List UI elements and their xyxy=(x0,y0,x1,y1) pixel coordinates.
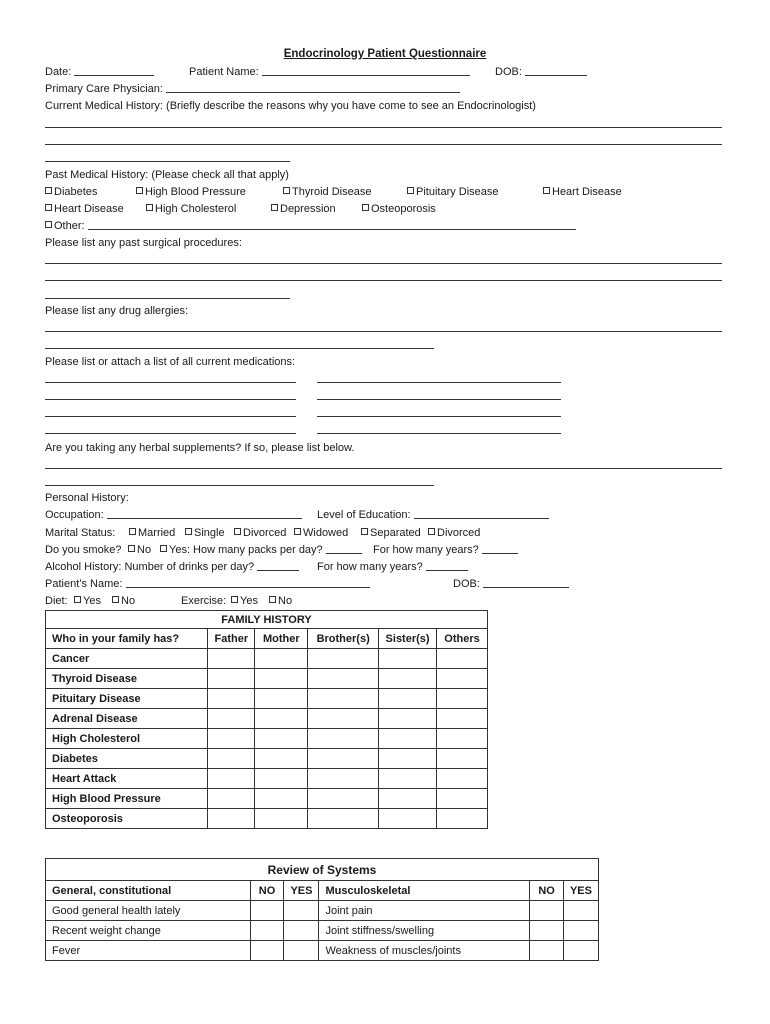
date-field[interactable] xyxy=(74,65,154,76)
answer-cell[interactable] xyxy=(255,669,308,689)
symptom-label: Fever xyxy=(46,941,251,961)
exercise-label: Exercise: xyxy=(181,595,227,607)
condition-label: Diabetes xyxy=(46,749,208,769)
answer-cell[interactable] xyxy=(437,769,488,789)
option-label: Married xyxy=(138,527,176,539)
other-field[interactable] xyxy=(88,219,576,230)
column-header: YES xyxy=(284,881,319,901)
medications-line[interactable] xyxy=(45,433,296,434)
answer-cell[interactable] xyxy=(308,669,379,689)
answer-cell[interactable] xyxy=(308,689,379,709)
answer-cell[interactable] xyxy=(308,649,379,669)
answer-cell[interactable] xyxy=(379,769,437,789)
condition-label: Cancer xyxy=(46,649,208,669)
surgical-line-3[interactable] xyxy=(45,298,290,299)
answer-cell[interactable] xyxy=(308,769,379,789)
checkbox[interactable] xyxy=(428,528,435,535)
answer-cell[interactable] xyxy=(255,809,308,829)
answer-cell[interactable] xyxy=(255,769,308,789)
condition-label: Osteoporosis xyxy=(46,809,208,829)
past-history-label: Past Medical History: (Please check all that apply) xyxy=(45,169,289,181)
answer-cell[interactable] xyxy=(437,709,488,729)
exercise-no-label: No xyxy=(278,595,293,607)
option-label: Separated xyxy=(370,527,421,539)
answer-cell[interactable] xyxy=(284,941,319,961)
patients-name-field[interactable] xyxy=(126,577,370,588)
column-header: Musculoskeletal xyxy=(319,881,530,901)
column-header: NO xyxy=(530,881,564,901)
patients-name-label: Patient’s Name: xyxy=(45,578,123,590)
option-label: Widowed xyxy=(303,527,349,539)
other-label: Other: xyxy=(54,220,85,232)
pcp-label: Primary Care Physician: xyxy=(45,83,163,95)
current-history-label: Current Medical History: (Briefly describe the reasons why you have come to see an Endocrinologist) xyxy=(45,100,536,112)
answer-cell[interactable] xyxy=(437,749,488,769)
surgical-line-1[interactable] xyxy=(45,263,722,264)
answer-cell[interactable] xyxy=(208,749,255,769)
checkbox[interactable] xyxy=(112,596,119,603)
answer-cell[interactable] xyxy=(379,689,437,709)
answer-cell[interactable] xyxy=(379,749,437,769)
surgical-label: Please list any past surgical procedures: xyxy=(45,237,242,249)
table-row xyxy=(46,941,599,961)
column-header: NO xyxy=(250,881,284,901)
answer-cell[interactable] xyxy=(379,669,437,689)
checkbox[interactable] xyxy=(45,204,52,211)
table-row xyxy=(46,709,488,729)
condition-label: High Cholesterol xyxy=(46,729,208,749)
checkbox[interactable] xyxy=(231,596,238,603)
answer-cell[interactable] xyxy=(208,709,255,729)
smoke-years-field[interactable] xyxy=(482,543,518,554)
symptom-label: Joint pain xyxy=(319,901,530,921)
table-row xyxy=(46,901,599,921)
checkbox[interactable] xyxy=(407,187,414,194)
review-of-systems-table xyxy=(45,858,599,961)
table-row xyxy=(46,921,599,941)
form-title: Endocrinology Patient Questionnaire xyxy=(283,48,487,60)
education-field[interactable] xyxy=(414,508,549,519)
checkbox[interactable] xyxy=(160,545,167,552)
answer-cell[interactable] xyxy=(208,769,255,789)
answer-cell[interactable] xyxy=(255,729,308,749)
checkbox[interactable] xyxy=(361,528,368,535)
answer-cell[interactable] xyxy=(437,689,488,709)
packs-field[interactable] xyxy=(326,543,362,554)
dob-label: DOB: xyxy=(495,66,522,78)
alcohol-years-field[interactable] xyxy=(426,560,468,571)
checkbox[interactable] xyxy=(185,528,192,535)
option-label: Heart Disease xyxy=(552,186,622,198)
answer-cell[interactable] xyxy=(563,941,598,961)
education-label: Level of Education: xyxy=(317,509,411,521)
answer-cell[interactable] xyxy=(308,749,379,769)
checkbox[interactable] xyxy=(269,596,276,603)
dob-field[interactable] xyxy=(483,577,569,588)
symptom-label: Joint stiffness/swelling xyxy=(319,921,530,941)
medications-line[interactable] xyxy=(45,416,296,417)
answer-cell[interactable] xyxy=(255,749,308,769)
pcp-field[interactable] xyxy=(166,82,460,93)
answer-cell[interactable] xyxy=(437,789,488,809)
answer-cell[interactable] xyxy=(255,689,308,709)
checkbox[interactable] xyxy=(271,204,278,211)
answer-cell[interactable] xyxy=(379,649,437,669)
dob-field[interactable] xyxy=(525,65,587,76)
herbal-line-2[interactable] xyxy=(45,485,434,486)
column-header: Father xyxy=(208,629,255,649)
personal-history-label: Personal History: xyxy=(45,492,129,504)
answer-cell[interactable] xyxy=(208,669,255,689)
answer-cell[interactable] xyxy=(308,709,379,729)
medications-line[interactable] xyxy=(317,399,561,400)
allergies-line-1[interactable] xyxy=(45,331,722,332)
symptom-label: Recent weight change xyxy=(46,921,251,941)
answer-cell[interactable] xyxy=(379,809,437,829)
herbal-line-1[interactable] xyxy=(45,468,722,469)
smoke-label: Do you smoke? xyxy=(45,544,122,556)
checkbox[interactable] xyxy=(128,545,135,552)
checkbox[interactable] xyxy=(234,528,241,535)
option-label: Divorced xyxy=(243,527,287,539)
condition-label: Heart Attack xyxy=(46,769,208,789)
herbal-label: Are you taking any herbal supplements? If so, please list below. xyxy=(45,442,355,454)
checkbox[interactable] xyxy=(45,221,52,228)
condition-label: Adrenal Disease xyxy=(46,709,208,729)
surgical-line-2[interactable] xyxy=(45,280,722,281)
checkbox[interactable] xyxy=(146,204,153,211)
date-label: Date: xyxy=(45,66,72,78)
current-history-line-1[interactable] xyxy=(45,127,722,128)
symptom-label: Good general health lately xyxy=(46,901,251,921)
column-header: Brother(s) xyxy=(308,629,379,649)
answer-cell[interactable] xyxy=(208,809,255,829)
checkbox[interactable] xyxy=(136,187,143,194)
table-row xyxy=(46,649,488,669)
answer-cell[interactable] xyxy=(437,809,488,829)
answer-cell[interactable] xyxy=(437,729,488,749)
exercise-yes-label: Yes xyxy=(240,595,258,607)
diet-yes-label: Yes xyxy=(83,595,101,607)
smoke-no-label: No xyxy=(137,544,152,556)
answer-cell[interactable] xyxy=(308,729,379,749)
condition-label: High Blood Pressure xyxy=(46,789,208,809)
table-row xyxy=(46,689,488,709)
table-row xyxy=(46,769,488,789)
current-history-line-2[interactable] xyxy=(45,144,722,145)
medications-line[interactable] xyxy=(45,399,296,400)
alcohol-label: Alcohol History: Number of drinks per day? xyxy=(45,561,255,573)
checkbox[interactable] xyxy=(362,204,369,211)
dob-label: DOB: xyxy=(453,578,480,590)
family-history-caption: FAMILY HISTORY xyxy=(46,611,488,629)
answer-cell[interactable] xyxy=(308,789,379,809)
checkbox[interactable] xyxy=(45,187,52,194)
table-row xyxy=(46,809,488,829)
medications-label: Please list or attach a list of all current medications: xyxy=(45,356,296,368)
medications-line[interactable] xyxy=(317,382,561,383)
checkbox[interactable] xyxy=(129,528,136,535)
answer-cell[interactable] xyxy=(379,729,437,749)
patient-name-label: Patient Name: xyxy=(189,66,259,78)
medications-line[interactable] xyxy=(317,433,561,434)
option-label: Osteoporosis xyxy=(371,203,436,215)
column-header: General, constitutional xyxy=(46,881,251,901)
occupation-field[interactable] xyxy=(107,508,302,519)
alcohol-years-label: For how many years? xyxy=(317,561,423,573)
answer-cell[interactable] xyxy=(437,649,488,669)
checkbox[interactable] xyxy=(74,596,81,603)
patient-name-field[interactable] xyxy=(262,65,470,76)
answer-cell[interactable] xyxy=(208,649,255,669)
answer-cell[interactable] xyxy=(284,921,319,941)
table-row xyxy=(46,789,488,809)
answer-cell[interactable] xyxy=(250,921,284,941)
column-header: Mother xyxy=(255,629,308,649)
option-label: Divorced xyxy=(437,527,481,539)
occupation-label: Occupation: xyxy=(45,509,104,521)
answer-cell[interactable] xyxy=(379,789,437,809)
option-label: Depression xyxy=(280,203,336,215)
table-row xyxy=(46,729,488,749)
answer-cell[interactable] xyxy=(250,941,284,961)
diet-label: Diet: xyxy=(45,595,68,607)
answer-cell[interactable] xyxy=(563,921,598,941)
allergies-label: Please list any drug allergies: xyxy=(45,305,189,317)
answer-cell[interactable] xyxy=(530,901,564,921)
column-header: Who in your family has? xyxy=(46,629,208,649)
current-history-line-3[interactable] xyxy=(45,161,290,162)
symptom-label: Weakness of muscles/joints xyxy=(319,941,530,961)
checkbox[interactable] xyxy=(283,187,290,194)
option-label: Pituitary Disease xyxy=(416,186,499,198)
option-label: Single xyxy=(194,527,225,539)
answer-cell[interactable] xyxy=(530,941,564,961)
diet-no-label: No xyxy=(121,595,136,607)
answer-cell[interactable] xyxy=(255,789,308,809)
answer-cell[interactable] xyxy=(255,709,308,729)
answer-cell[interactable] xyxy=(308,809,379,829)
family-history-table xyxy=(45,610,488,829)
condition-label: Pituitary Disease xyxy=(46,689,208,709)
option-label: High Cholesterol xyxy=(155,203,237,215)
option-label: Heart Disease xyxy=(54,203,124,215)
column-header: Others xyxy=(437,629,488,649)
answer-cell[interactable] xyxy=(379,709,437,729)
answer-cell[interactable] xyxy=(208,729,255,749)
marital-label: Marital Status: xyxy=(45,527,116,539)
review-of-systems-caption: Review of Systems xyxy=(46,859,599,881)
checkbox[interactable] xyxy=(294,528,301,535)
table-row xyxy=(46,669,488,689)
option-label: High Blood Pressure xyxy=(145,186,246,198)
option-label: Thyroid Disease xyxy=(292,186,372,198)
column-header: YES xyxy=(563,881,598,901)
answer-cell[interactable] xyxy=(563,901,598,921)
medications-line[interactable] xyxy=(45,382,296,383)
answer-cell[interactable] xyxy=(208,689,255,709)
table-header-row xyxy=(46,629,488,649)
table-header-row xyxy=(46,881,599,901)
checkbox[interactable] xyxy=(543,187,550,194)
answer-cell[interactable] xyxy=(250,901,284,921)
smoke-years-label: For how many years? xyxy=(373,544,479,556)
answer-cell[interactable] xyxy=(255,649,308,669)
drinks-field[interactable] xyxy=(257,560,299,571)
option-label: Diabetes xyxy=(54,186,98,198)
smoke-yes-label: Yes: How many packs per day? xyxy=(169,544,323,556)
table-row xyxy=(46,749,488,769)
answer-cell[interactable] xyxy=(208,789,255,809)
medications-line[interactable] xyxy=(317,416,561,417)
answer-cell[interactable] xyxy=(284,901,319,921)
allergies-line-2[interactable] xyxy=(45,348,434,349)
condition-label: Thyroid Disease xyxy=(46,669,208,689)
answer-cell[interactable] xyxy=(530,921,564,941)
column-header: Sister(s) xyxy=(379,629,437,649)
answer-cell[interactable] xyxy=(437,669,488,689)
